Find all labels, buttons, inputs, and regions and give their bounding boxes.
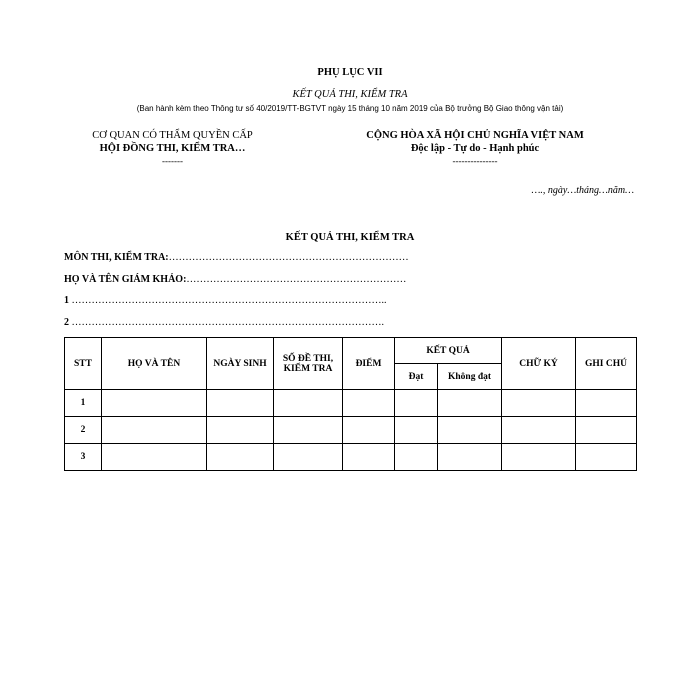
national-motto: Độc lập - Tự do - Hạnh phúc (410, 143, 540, 154)
national-header (320, 129, 630, 167)
cell-signature (502, 444, 576, 471)
header-result: KẾT QUẢ (395, 338, 502, 364)
examiner-label: HỌ VÀ TÊN GIÁM KHẢO: (64, 274, 187, 285)
header-remark: GHI CHÚ (576, 338, 637, 390)
document-title: KẾT QUẢ THI, KIỂM TRA (292, 89, 408, 100)
council-name: HỘI ĐỒNG THI, KIỂM TRA… (99, 143, 246, 154)
country-name: CỘNG HÒA XÃ HỘI CHỦ NGHĨA VIỆT NAM (366, 130, 584, 141)
table-row (65, 417, 637, 444)
examiner-line-1-number: 1 (64, 295, 69, 306)
cell-dob (207, 390, 274, 417)
cell-pass (395, 444, 438, 471)
appendix-title: PHỤ LỤC VII (317, 67, 383, 78)
cell-dob (207, 444, 274, 471)
header-name: HỌ VÀ TÊN (102, 338, 207, 390)
header-fail: Không đạt (438, 364, 502, 390)
examiner-dots: ………………………………………………………… (186, 274, 407, 285)
cell-fail (438, 390, 502, 417)
page-blank-area (0, 471, 700, 700)
subject-dots: ……………………………………………………………… (168, 252, 409, 263)
cell-remark (576, 444, 637, 471)
cell-score (343, 417, 395, 444)
cell-signature (502, 390, 576, 417)
issuing-authority-header (60, 129, 285, 167)
cell-remark (576, 417, 637, 444)
result-table (64, 337, 637, 471)
header-signature: CHỮ KÝ (502, 338, 576, 390)
row-number: 3 (65, 444, 102, 471)
subject-field (64, 252, 409, 263)
cell-fail (438, 417, 502, 444)
header-exam-number: SỐ ĐỀ THI, KIỂM TRA (274, 338, 343, 390)
cell-pass (395, 417, 438, 444)
examiner-line-2 (64, 317, 384, 328)
cell-name (102, 417, 207, 444)
right-header-divider: --------------- (452, 156, 498, 166)
section-title: KẾT QUẢ THI, KIỂM TRA (285, 232, 415, 243)
cell-exam-number (274, 390, 343, 417)
table-row (65, 444, 637, 471)
cell-name (102, 390, 207, 417)
authority-name: CƠ QUAN CÓ THẨM QUYỀN CẤP (92, 130, 253, 141)
header-pass: Đạt (395, 364, 438, 390)
cell-remark (576, 390, 637, 417)
table-row (65, 390, 637, 417)
examiner-line-1 (64, 295, 387, 306)
row-number: 2 (65, 417, 102, 444)
document-note: (Ban hành kèm theo Thông tư số 40/2019/TT-BGTVT ngày 15 tháng 10 năm 2019 của Bộ trưởng Bộ Giao thông vận tải) (136, 104, 564, 113)
examiner-line-2-number: 2 (64, 317, 69, 328)
date-line: …., ngày…tháng…năm… (531, 185, 634, 196)
subject-label: MÔN THI, KIỂM TRA: (64, 252, 169, 263)
cell-dob (207, 417, 274, 444)
left-header-divider: ------- (162, 156, 183, 166)
cell-name (102, 444, 207, 471)
header-score: ĐIỂM (343, 338, 395, 390)
cell-score (343, 390, 395, 417)
cell-signature (502, 417, 576, 444)
cell-fail (438, 444, 502, 471)
row-number: 1 (65, 390, 102, 417)
header-stt: STT (65, 338, 102, 390)
examiner-line-2-dots: …………………………………………………………………………………. (71, 317, 384, 328)
examiner-field (64, 274, 406, 285)
examiner-line-1-dots: ………………………………………………………………………………….. (71, 295, 387, 306)
header-dob: NGÀY SINH (207, 338, 274, 390)
cell-score (343, 444, 395, 471)
cell-pass (395, 390, 438, 417)
cell-exam-number (274, 417, 343, 444)
cell-exam-number (274, 444, 343, 471)
